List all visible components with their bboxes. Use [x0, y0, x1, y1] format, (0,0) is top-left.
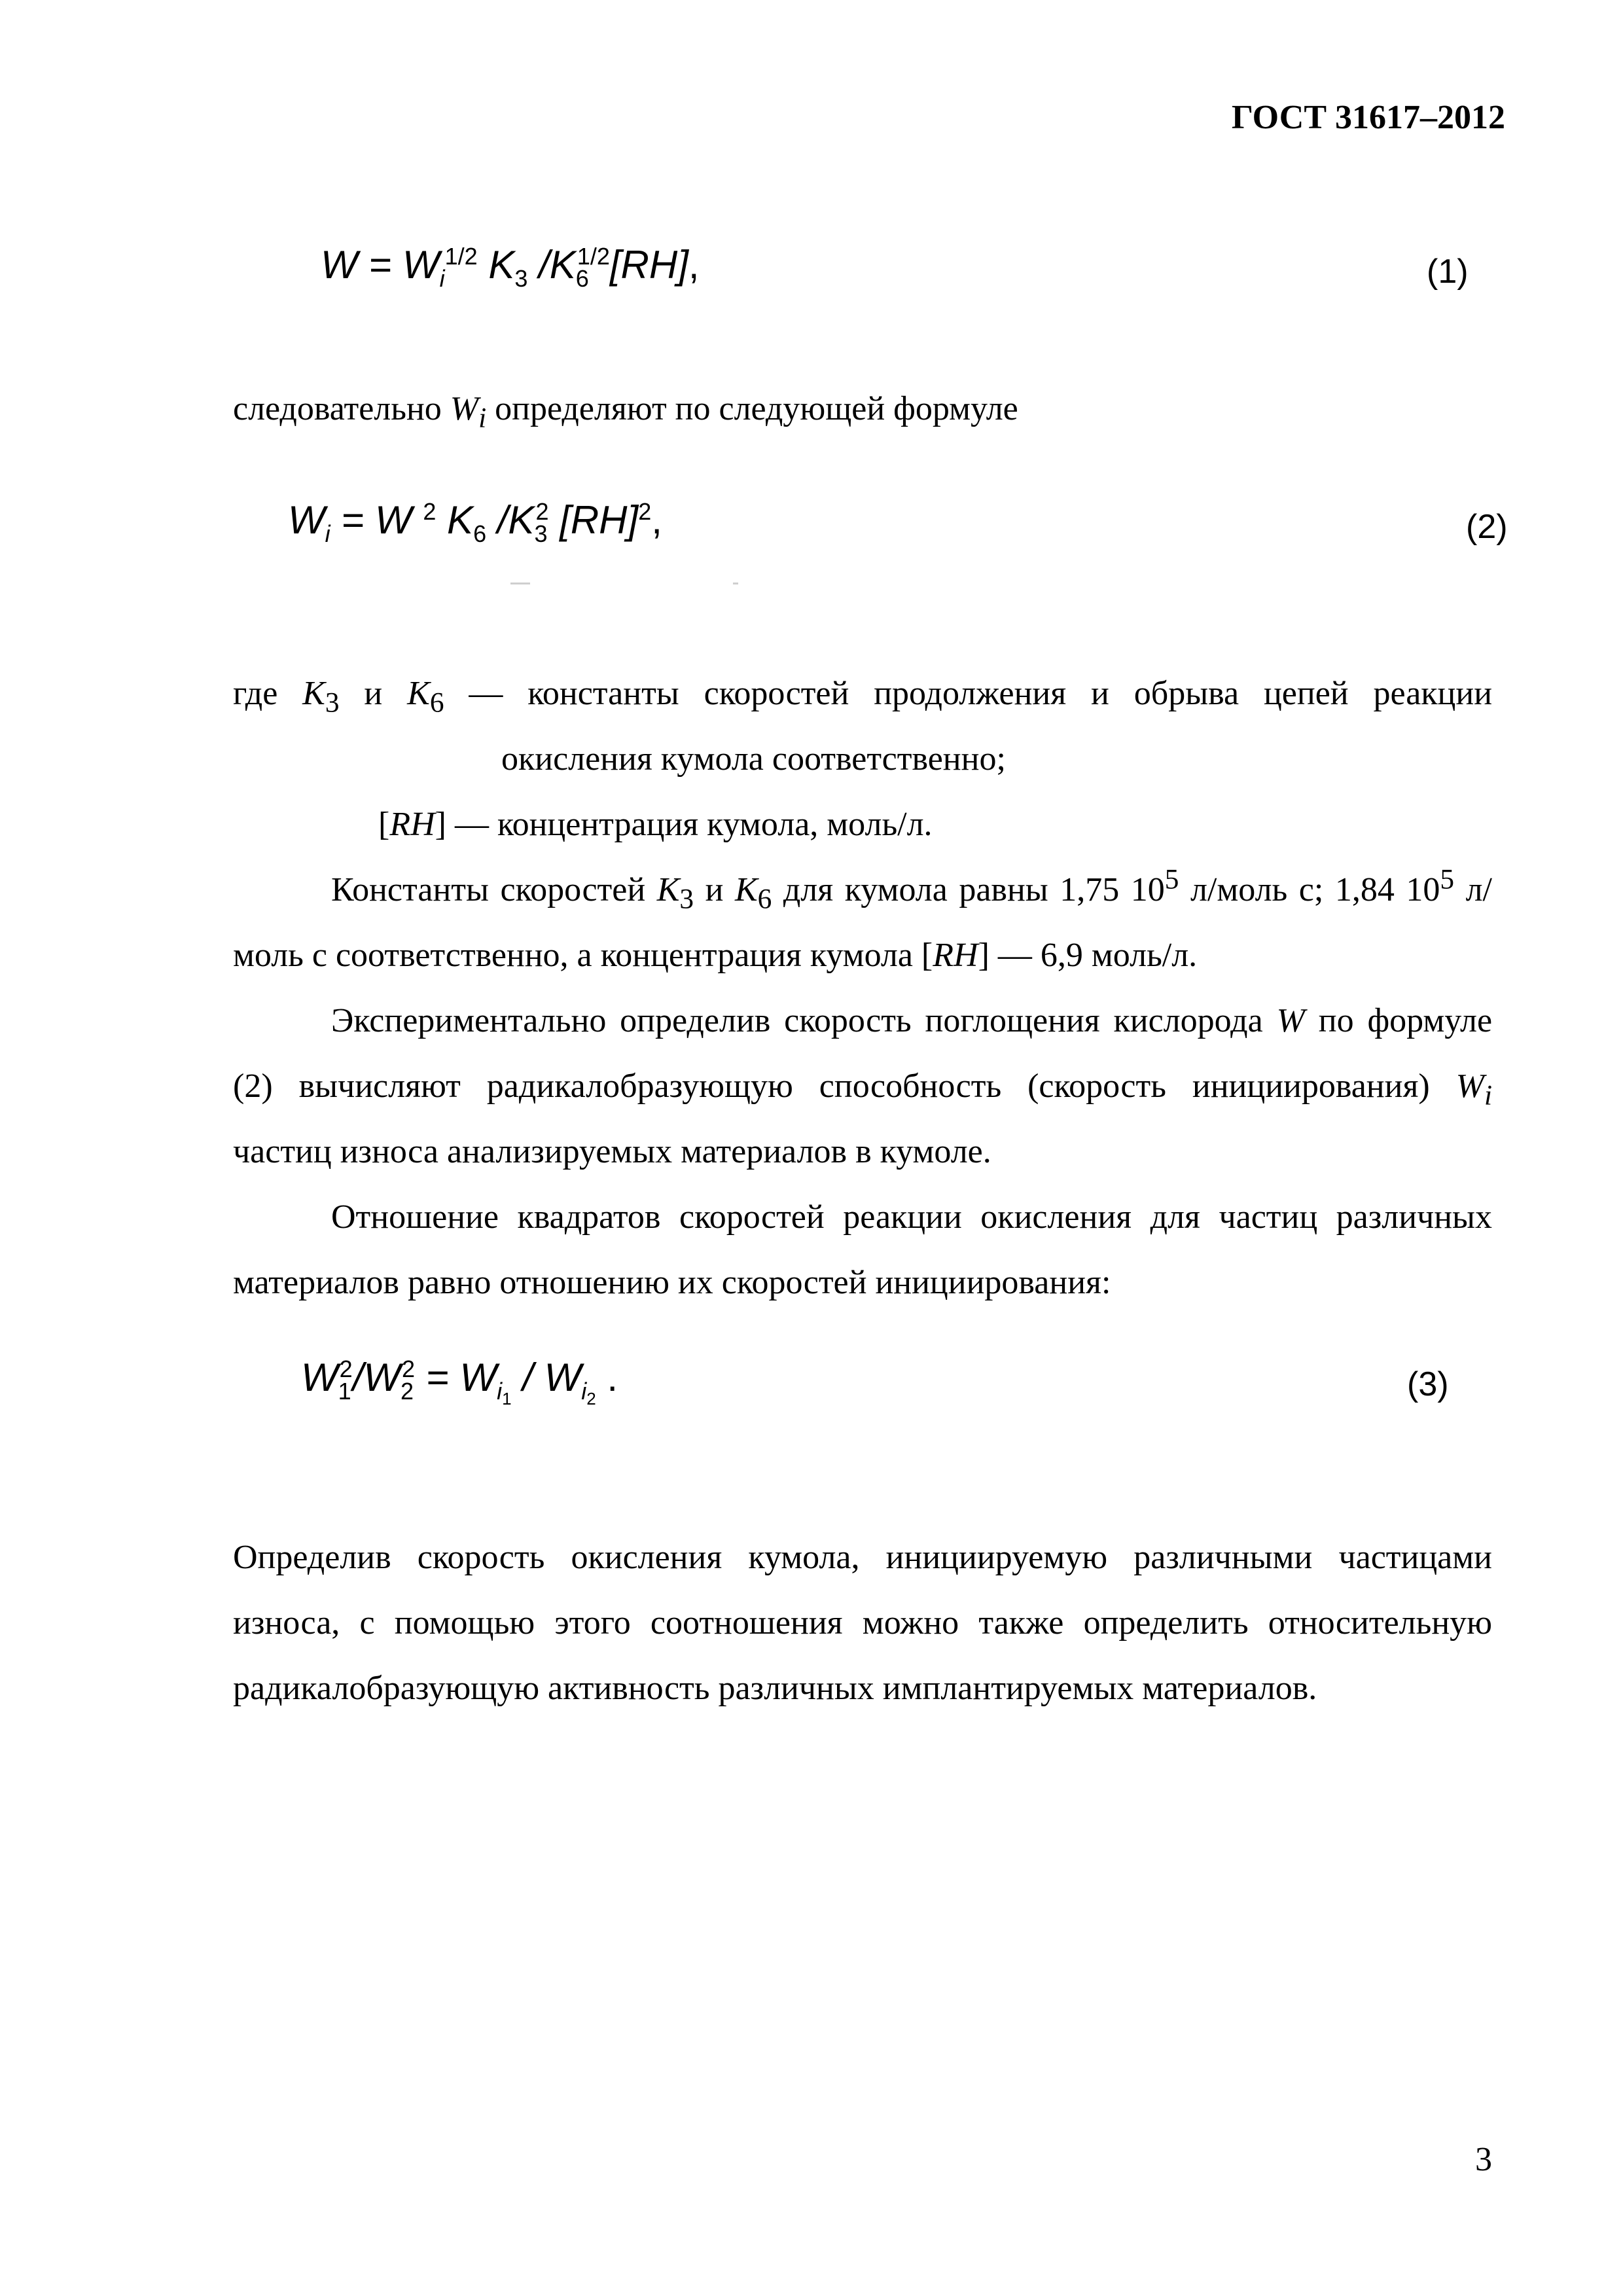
formula-1: $W = W_i^{1/2}$ $K_3$ $/K_6^{1/2}[RH]$,: [321, 243, 700, 292]
intro-line: следовательно $W_i$ определяют по следующей формуле: [233, 390, 1018, 434]
formula-2-number: (2): [1466, 508, 1508, 546]
paragraph-constants: Константы скоростей $K_3$ и $K_6$ для кумола равны 1,75 $10^5$ л/моль с; 1,84 $10^5$ л/моль с соответственно, а концентрация кумола [RH] — 6,9 моль/л.: [233, 863, 1492, 974]
formula-3-number: (3): [1407, 1365, 1449, 1403]
intro-text-before: следовательно: [233, 390, 442, 427]
formula-1-number: (1): [1427, 253, 1469, 291]
where-block: [233, 661, 1492, 857]
formula-3: $W_1^2/W_2^2 = W_{i_1} / W_{i_2}$ .: [301, 1355, 618, 1409]
page-number: 3: [1475, 2141, 1492, 2178]
paragraph-ratio: Отношение квадратов скоростей реакции окисления для частиц различных материалов равно отношению их скоростей инициирования:: [233, 1198, 1492, 1301]
document-header: ГОСТ 31617–2012: [1231, 99, 1505, 136]
paragraph-experiment: Экспериментально определив скорость поглощения кислорода W по формуле (2) вычисляют радикалобразующую способность (скорость инициирования) $W_i$ частиц износа анализируемых материалов в кумоле.: [233, 1002, 1493, 1170]
intro-text-after: определяют по следующей формуле: [495, 390, 1018, 427]
where-line-2: окисления кумола соответственно;: [501, 740, 1006, 778]
paragraph-conclusion: Определив скорость окисления кумола, инициируемую различными частицами износа, с помощью этого соотношения можно также определить относительную радикалобразующую активность различных имплантируемых материалов.: [233, 1539, 1492, 1707]
where-line-3: [RH] — концентрация кумола, моль/л.: [378, 806, 933, 843]
faint-artifact: [510, 583, 746, 585]
formula-2: $W_i = W$ $^2$ $K_6$ $/K_3^2$ [RH]$^2$,: [288, 498, 662, 547]
where-line-1: где $K_3$ и $K_6$ — константы скоростей продолжения и обрыва цепей реакции: [233, 675, 1493, 719]
